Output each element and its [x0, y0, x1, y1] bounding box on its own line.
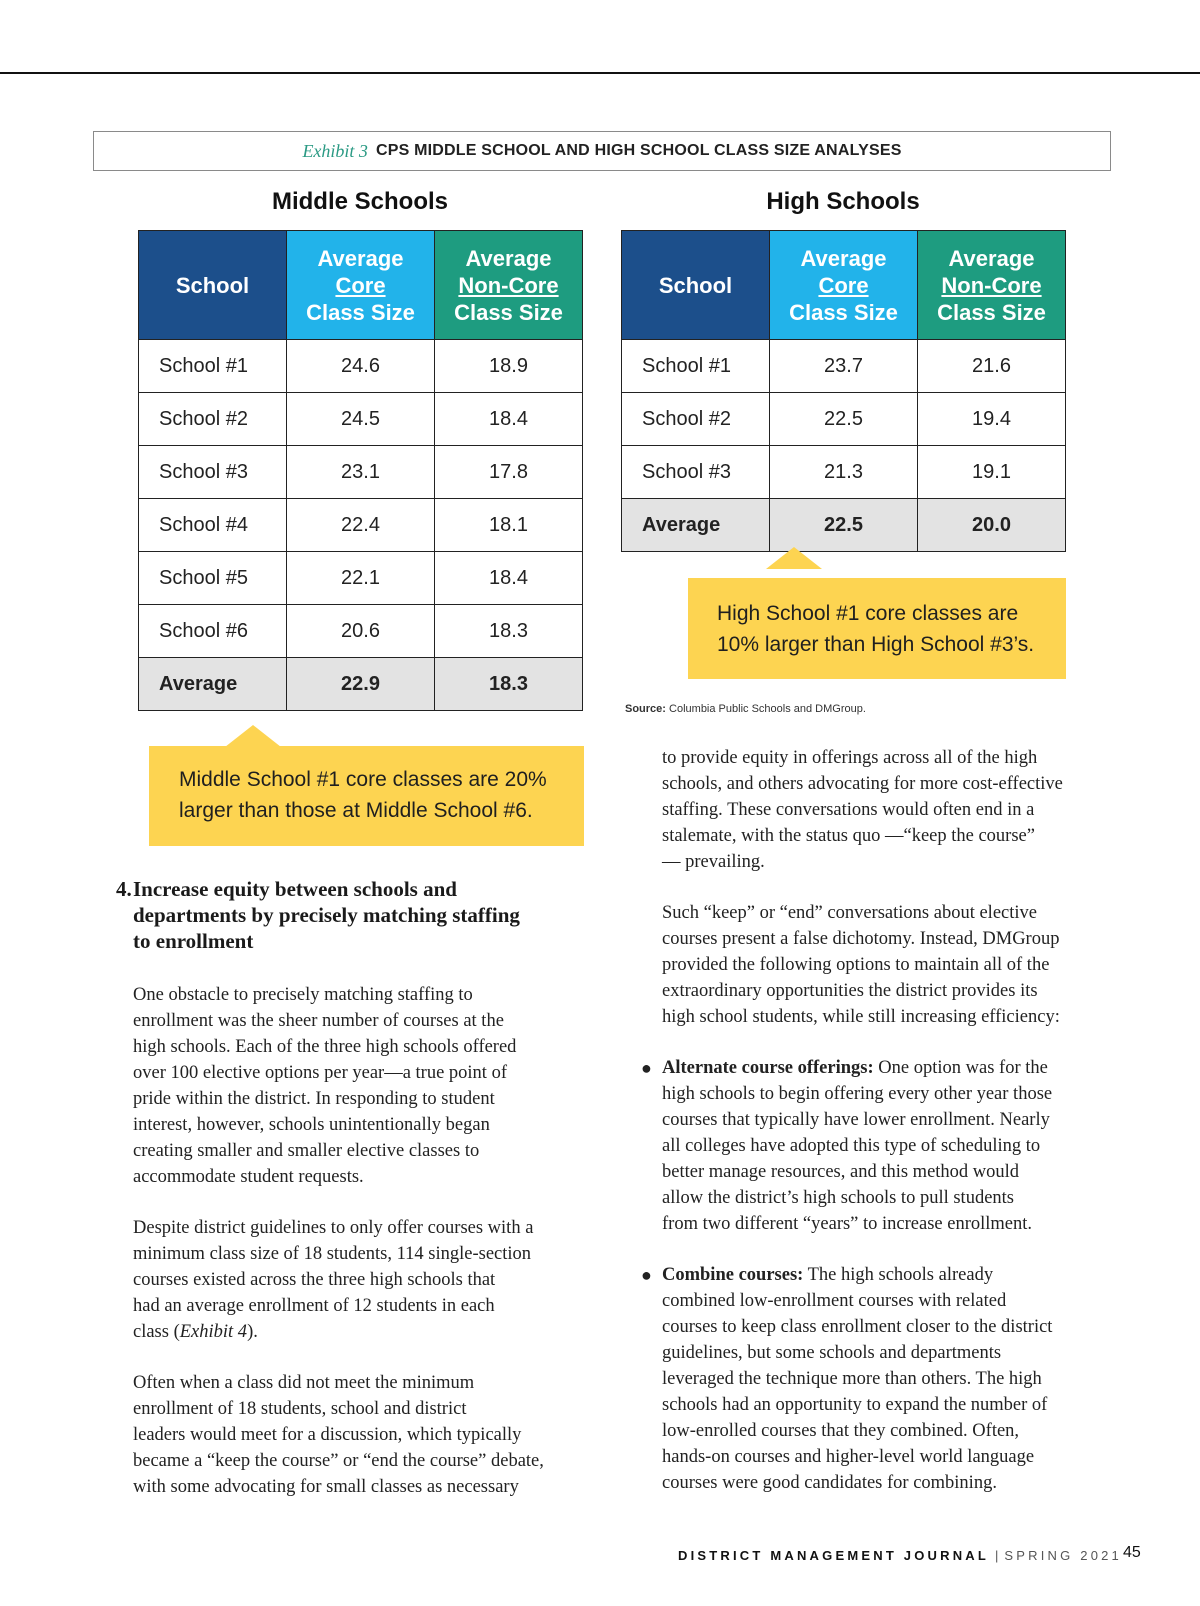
noncore-cell: 17.8 [435, 446, 583, 499]
header-line: Core [818, 272, 869, 298]
noncore-cell: 18.3 [435, 605, 583, 658]
table-row [139, 605, 583, 658]
school-cell: School #2 [139, 393, 287, 446]
header-line: Average [465, 245, 552, 271]
right-column [641, 745, 1122, 1521]
page-footer [678, 1548, 1122, 1563]
school-cell: School #3 [622, 446, 770, 499]
col-core-header [287, 231, 435, 340]
issue-season: SPRING 2021 [1004, 1548, 1122, 1563]
average-noncore: 20.0 [918, 499, 1066, 552]
average-noncore: 18.3 [435, 658, 583, 711]
high-schools-table [621, 230, 1066, 552]
core-cell: 20.6 [287, 605, 435, 658]
col-noncore-header [435, 231, 583, 340]
callout-line: High School #1 core classes are [717, 602, 1019, 625]
average-row [622, 499, 1066, 552]
heading-line: to enrollment [133, 929, 254, 953]
table-row [139, 552, 583, 605]
footer-separator: | [995, 1548, 999, 1563]
bullet-dot-icon: ● [641, 1265, 652, 1285]
callout-line: larger than those at Middle School #6. [179, 799, 533, 822]
noncore-cell: 19.4 [918, 393, 1066, 446]
school-cell: School #6 [139, 605, 287, 658]
school-cell: School #5 [139, 552, 287, 605]
high-callout-pointer [766, 547, 822, 569]
header-line: Average [800, 245, 887, 271]
col-school-header: School [139, 231, 287, 340]
exhibit-label: Exhibit 3 [302, 140, 368, 161]
table-row [622, 446, 1066, 499]
noncore-cell: 18.4 [435, 393, 583, 446]
header-line: Class Size [306, 299, 415, 325]
header-line: Non-Core [458, 272, 559, 298]
core-cell: 22.1 [287, 552, 435, 605]
table-row [139, 340, 583, 393]
paragraph: Often when a class did not meet the minimum enrollment of 18 students, school and district leaders would meet for a discussion, which typically became a “keep the course” or “end the course” debate, with some advocating for small classes as necessary [133, 1373, 544, 1497]
paragraph: Such “keep” or “end” conversations about elective courses present a false dichotomy. Instead, DMGroup provided the following options to maintain all of the extraordinary opportunities the district provides its high school students, while still increasing efficiency: [662, 903, 1060, 1027]
callout-line: 10% larger than High School #3’s. [717, 633, 1035, 656]
average-core: 22.9 [287, 658, 435, 711]
header-line: Average [317, 245, 404, 271]
callout-line: Middle School #1 core classes are 20% [179, 768, 547, 791]
core-cell: 21.3 [770, 446, 918, 499]
core-cell: 23.7 [770, 340, 918, 393]
middle-schools-heading: Middle Schools [271, 188, 448, 215]
table-row [139, 393, 583, 446]
bullet-alternate-course-offerings: ● Alternate course offerings: One option was for the high schools to begin offering every other year those courses that typically have lower enrollment. Nearly all colleges have adopted this type of scheduling to better manage resources, and this method would allow the district’s high schools to pull students from two different “years” to increase enrollment. [641, 1055, 1122, 1237]
source-text: Columbia Public Schools and DMGroup. [669, 703, 866, 715]
noncore-cell: 18.4 [435, 552, 583, 605]
col-noncore-header [918, 231, 1066, 340]
table-row [622, 340, 1066, 393]
school-cell: School #3 [139, 446, 287, 499]
source-label: Source: [625, 703, 666, 715]
middle-callout [149, 746, 584, 846]
average-row [139, 658, 583, 711]
section-number: 4. [116, 877, 132, 901]
bullet-combine-courses: ● Combine courses: The high schools already combined low-enrollment courses with related courses to keep class enrollment closer to the district guidelines, but some schools and departments leveraged the technique more than others. The high schools had an opportunity to expand the number of low-enrolled courses that they combined. Often, hands-on courses and higher-level world language courses were good candidates for combining. [641, 1262, 1122, 1496]
table-row [139, 446, 583, 499]
source-note [625, 703, 866, 715]
high-schools-heading: High Schools [766, 188, 920, 215]
school-cell: School #1 [139, 340, 287, 393]
school-cell: School #4 [139, 499, 287, 552]
average-core: 22.5 [770, 499, 918, 552]
average-label: Average [622, 499, 770, 552]
exhibit-title-box [93, 131, 1111, 171]
table-row [139, 499, 583, 552]
journal-name: DISTRICT MANAGEMENT JOURNAL [678, 1548, 990, 1563]
paragraph: to provide equity in offerings across all of the high schools, and others advocating for more cost-effective staffing. These conversations would often end in a stalemate, with the status quo —“keep the course” — prevailing. [662, 748, 1063, 872]
bullet-lead: Alternate course offerings: [662, 1058, 874, 1078]
exhibit-title: CPS MIDDLE SCHOOL AND HIGH SCHOOL CLASS SIZE ANALYSES [375, 142, 902, 159]
col-core-header [770, 231, 918, 340]
core-cell: 24.6 [287, 340, 435, 393]
heading-line: 4.Increase equity between schools and [116, 877, 457, 901]
header-line: Class Size [789, 299, 898, 325]
noncore-cell: 18.9 [435, 340, 583, 393]
table-header-row [139, 231, 583, 340]
heading-line: departments by precisely matching staffing [133, 903, 520, 927]
paragraph: Despite district guidelines to only offer courses with a minimum class size of 18 students, 114 single-section courses existed across the three high schools that had an average enrollment of 12 students in each class (Exhibit 4). [133, 1218, 534, 1342]
core-cell: 22.5 [770, 393, 918, 446]
table-row [622, 393, 1066, 446]
header-line: Average [948, 245, 1035, 271]
exhibit-reference: Exhibit 4 [179, 1322, 248, 1342]
school-cell: School #1 [622, 340, 770, 393]
noncore-cell: 19.1 [918, 446, 1066, 499]
page-number: 45 [1123, 1544, 1141, 1561]
section-heading [116, 876, 586, 954]
bullet-lead: Combine courses: [662, 1265, 804, 1285]
middle-callout-pointer [225, 725, 281, 747]
left-column [133, 982, 603, 1525]
core-cell: 22.4 [287, 499, 435, 552]
header-line: Non-Core [941, 272, 1042, 298]
high-callout [688, 578, 1066, 679]
core-cell: 24.5 [287, 393, 435, 446]
noncore-cell: 18.1 [435, 499, 583, 552]
average-label: Average [139, 658, 287, 711]
school-cell: School #2 [622, 393, 770, 446]
middle-schools-table [138, 230, 583, 711]
header-line: Class Size [937, 299, 1046, 325]
top-rule [0, 72, 1200, 74]
col-school-header: School [622, 231, 770, 340]
paragraph: One obstacle to precisely matching staffing to enrollment was the sheer number of courses at the high schools. Each of the three high schools offered over 100 elective options per year—a true point of pride within the district. In responding to student interest, however, schools unintentionally began creating smaller and smaller elective classes to accommodate student requests. [133, 985, 517, 1187]
noncore-cell: 21.6 [918, 340, 1066, 393]
header-line: Core [335, 272, 386, 298]
header-line: Class Size [454, 299, 563, 325]
bullet-dot-icon: ● [641, 1058, 652, 1078]
core-cell: 23.1 [287, 446, 435, 499]
table-header-row [622, 231, 1066, 340]
